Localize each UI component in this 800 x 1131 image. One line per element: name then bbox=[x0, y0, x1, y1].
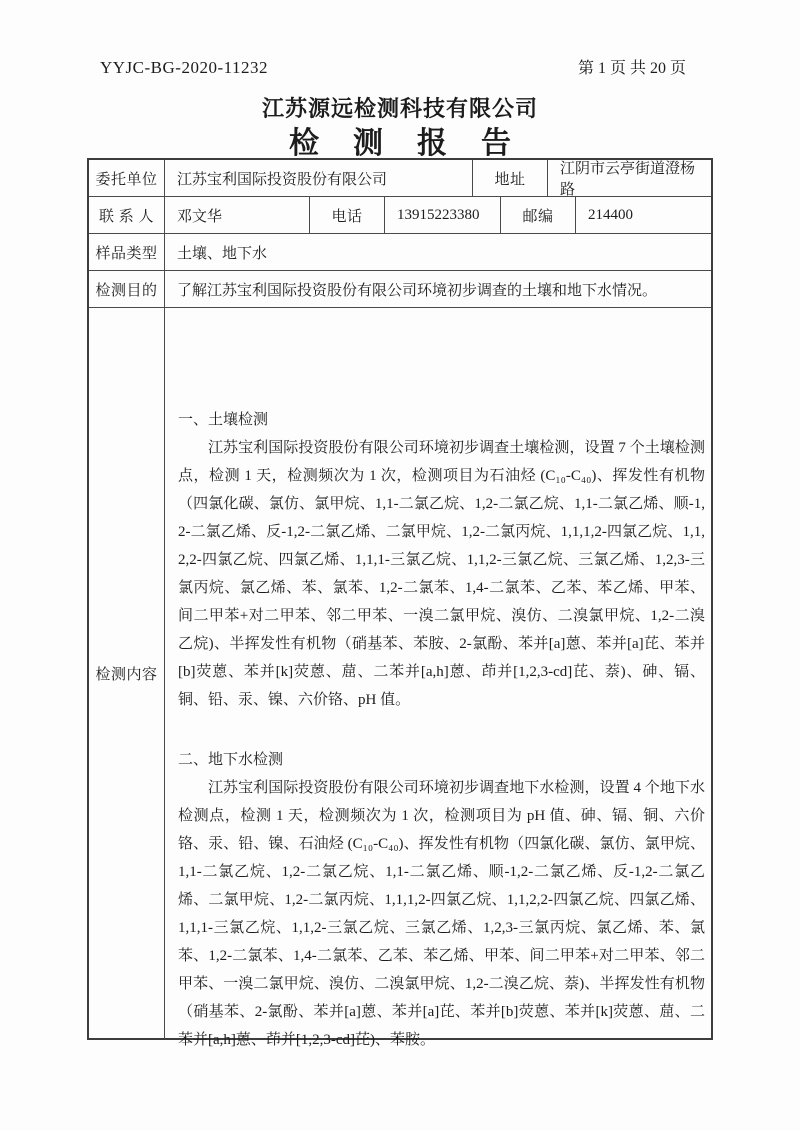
groundwater-section-body: 江苏宝利国际投资股份有限公司环境初步调查地下水检测，设置 4 个地下水检测点，检测 1 天，检测频次为 1 次，检测项目为 pH 值、砷、镉、铜、六价铬、汞、铅、镍、石油烃 (C₁₀-C₄₀)、挥发性有机物（四氯化碳、氯仿、氯甲烷、1,1-二氯乙烷、1,2-二氯乙烷、1,1-二氯乙烯、顺-1,2-二氯乙烯、反-1,2-二氯乙烯、二氯甲烷、1,2-二氯丙烷、1,1,1,2-四氯乙烷、1,1,2,2-四氯乙烷、四氯乙烯、1,1,1-三氯乙烷、1,1,2-三氯乙烷、三氯乙烯、1,2,3-三氯丙烷、氯乙烯、苯、氯苯、1,2-二氯苯、1,4-二氯苯、乙苯、苯乙烯、甲苯、间二甲苯+对二甲苯、邻二甲苯、一溴二氯甲烷、溴仿、二溴氯甲烷、1,2-二溴乙烷、萘)、半挥发性有机物（硝基苯、2-氯酚、苯并[a]蒽、苯并[a]芘、苯并[b]荧蒽、苯并[k]荧蒽、䓛、二苯并[a,h]蒽、茚并[1,2,3-cd]芘)、苯胺。 bbox=[178, 780, 705, 1048]
address-label-cell: 地址 bbox=[472, 160, 547, 196]
purpose-label-cell: 检测目的 bbox=[95, 282, 158, 299]
row-sample-type bbox=[89, 233, 711, 270]
postcode-value-cell: 214400 bbox=[575, 197, 711, 233]
soil-section-body: 江苏宝利国际投资股份有限公司环境初步调查土壤检测，设置 7 个土壤检测点，检测 1 天，检测频次为 1 次，检测项目为石油烃 (C₁₀-C₄₀)、挥发性有机物（四氯化碳、氯仿、氯甲烷、1,1-二氯乙烷、1,2-二氯乙烷、1,1-二氯乙烯、顺-1,2-二氯乙烯、反-1,2-二氯乙烯、二氯甲烷、1,2-二氯丙烷、1,1,1,2-四氯乙烷、1,1,2,2-四氯乙烷、四氯乙烯、1,1,1-三氯乙烷、1,1,2-三氯乙烷、三氯乙烯、1,2,3-三氯丙烷、氯乙烯、苯、氯苯、1,2-二氯苯、1,4-二氯苯、乙苯、苯乙烯、甲苯、间二甲苯+对二甲苯、邻二甲苯、一溴二氯甲烷、溴仿、二溴氯甲烷、1,2-二溴乙烷)、半挥发性有机物（硝基苯、苯胺、2-氯酚、苯并[a]蒽、苯并[a]芘、苯并[b]荧蒽、苯并[k]荧蒽、䓛、二苯并[a,h]蒽、茚并[1,2,3-cd]芘、萘)、砷、镉、铜、铅、汞、镍、六价铬、pH 值。 bbox=[178, 440, 705, 708]
document-header bbox=[100, 55, 686, 78]
address-value-cell: 江阴市云亭街道澄杨路 bbox=[547, 160, 711, 196]
company-name: 江苏源远检测科技有限公司 bbox=[261, 96, 538, 121]
client-value-cell: 江苏宝利国际投资股份有限公司 bbox=[164, 160, 472, 196]
groundwater-section-heading: 二、地下水检测 bbox=[178, 752, 284, 768]
soil-section-heading: 一、土壤检测 bbox=[178, 412, 269, 428]
phone-label-cell: 电话 bbox=[309, 197, 384, 233]
purpose-value-cell: 了解江苏宝利国际投资股份有限公司环境初步调查的土壤和地下水情况。 bbox=[164, 271, 711, 307]
report-code: YYJC-BG-2020-11232 bbox=[100, 58, 268, 77]
row-purpose bbox=[89, 270, 711, 307]
soil-section bbox=[178, 406, 705, 714]
postcode-label-cell: 邮编 bbox=[500, 197, 575, 233]
page-indicator: 第 1 页 共 20 页 bbox=[577, 60, 686, 77]
phone-value-cell: 13915223380 bbox=[384, 197, 500, 233]
client-label-cell: 委托单位 bbox=[95, 171, 158, 188]
row-contact bbox=[89, 196, 711, 233]
contact-name-cell: 邓文华 bbox=[164, 197, 309, 233]
groundwater-section bbox=[178, 746, 705, 1054]
row-client bbox=[89, 160, 711, 196]
report-title-text: 检测报告 bbox=[289, 127, 545, 160]
content-body-cell bbox=[164, 308, 711, 1048]
contact-label-cell: 联 系 人 bbox=[98, 208, 154, 225]
row-content bbox=[89, 307, 711, 1048]
content-label-cell: 检测内容 bbox=[95, 666, 158, 683]
report-title bbox=[0, 118, 800, 162]
sample-type-label-cell: 样品类型 bbox=[95, 245, 158, 262]
sample-type-value-cell: 土壤、地下水 bbox=[164, 234, 711, 270]
info-table bbox=[87, 158, 713, 1048]
